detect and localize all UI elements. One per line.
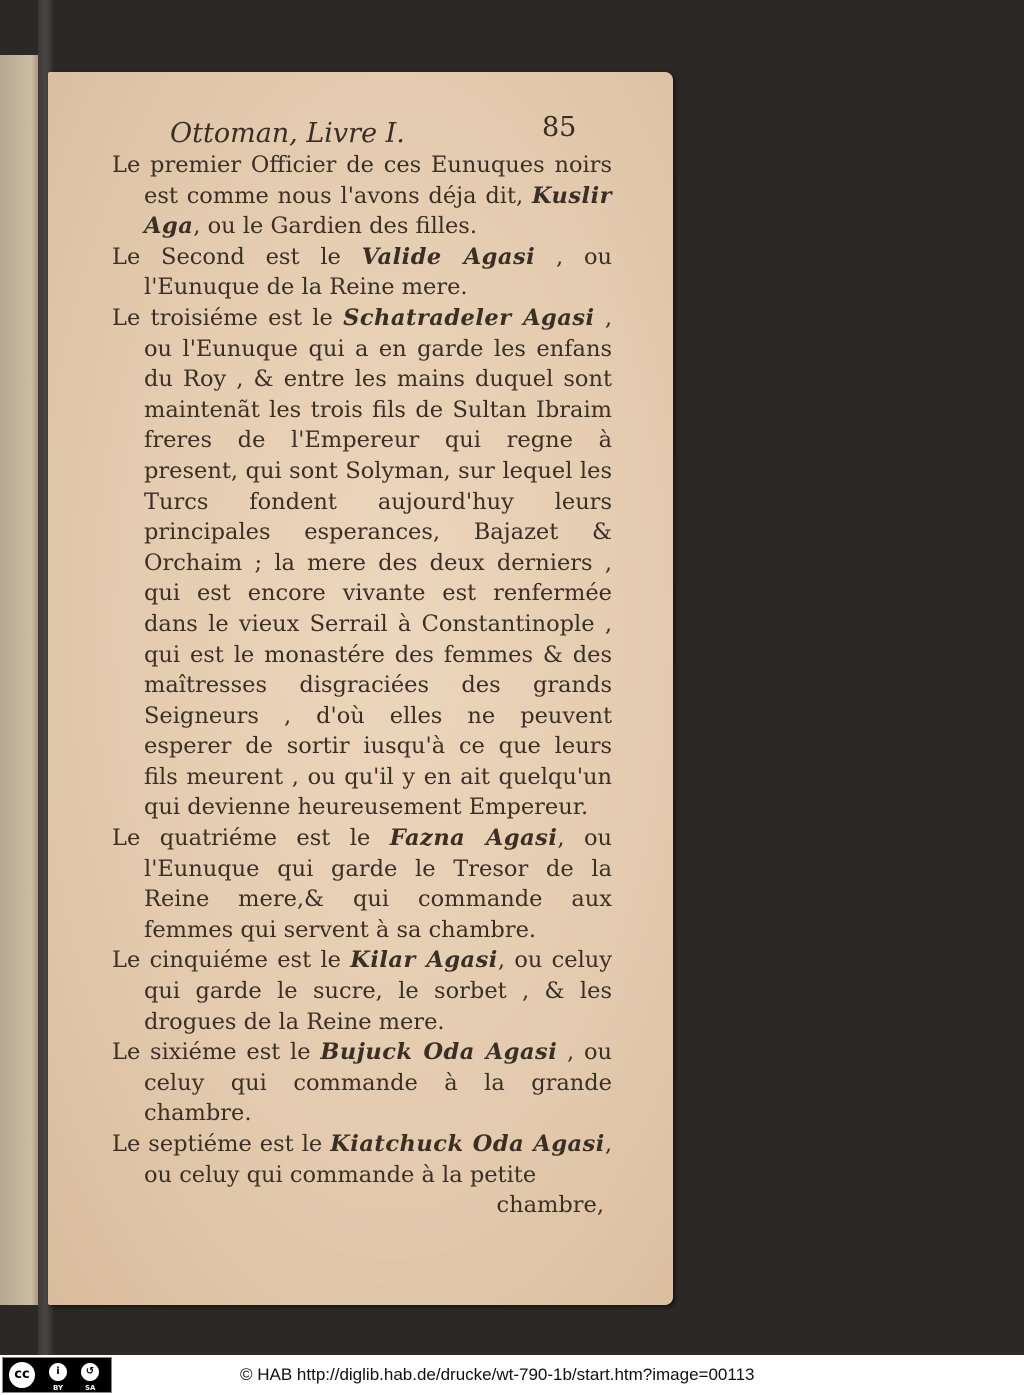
term-schatradeler-agasi: Schatradeler Agasi: [343, 304, 595, 331]
share-alike-icon: ↺: [79, 1361, 101, 1383]
term-fazna-agasi: Fazna Agasi: [389, 825, 558, 852]
by-label: BY: [53, 1384, 64, 1392]
paragraph-5: Le cinquiéme est le Kilar Agasi, ou celuy qui garde le sucre, le sorbet , & les drogues de la Reine mere.: [112, 947, 612, 1035]
sa-label: SA: [85, 1384, 96, 1392]
paragraph-1: Le premier Officier de ces Eunuques noirs est comme nous l'avons déja dit, Kuslir Aga, ou le Gardien des filles.: [112, 152, 612, 240]
cc-icon: cc: [7, 1360, 37, 1390]
text-block: [112, 150, 612, 1221]
term-bujuck-oda-agasi: Bujuck Oda Agasi: [320, 1039, 558, 1066]
running-head: [170, 108, 600, 152]
term-kiatchuck-oda-agasi: Kiatchuck Oda Agasi: [330, 1131, 605, 1157]
term-kilar-agasi: Kilar Agasi: [350, 947, 498, 974]
paragraph-4: Le quatriéme est le Fazna Agasi, ou l'Eunuque qui garde le Tresor de la Reine mere,& qui commande aux femmes qui servent à sa chambre.: [112, 825, 613, 943]
footer-bar: [0, 1355, 1024, 1395]
catch-word: chambre,: [496, 1192, 604, 1219]
cc-license-badge[interactable]: [2, 1357, 112, 1393]
term-valide-agasi: Valide Agasi: [361, 243, 536, 270]
paragraph-3: Le troisiéme est le Schatradeler Agasi , ou l'Eunuque qui a en garde les enfans du Roy , & entre les mains duquel sont maintenãt les trois fils de Sultan Ibraim freres de l'Empereur qui regne à present, qui sont Solyman, sur lequel les Turcs fondent aujourd'huy leurs principales esperances, Bajazet & Orchaim ; la mere des deux derniers , qui est encore vivante est renfermée dans le vieux Serrail à Constantinople , qui est le monastére des femmes & des maîtresses disgraciées des grands Seigneurs , d'où elles ne peuvent esperer de sortir iusqu'à ce que leurs fils meurent , ou qu'il y en ait quelqu'un qui devienne heureusement Empereur.: [112, 304, 612, 821]
running-title: Ottoman, Livre I.: [170, 118, 405, 149]
page-number: 85: [542, 112, 577, 143]
credit-link[interactable]: © HAB http://diglib.hab.de/drucke/wt-790-1b/start.htm?image=00113: [240, 1365, 755, 1384]
attribution-icon: i: [47, 1361, 69, 1383]
paragraph-2: Le Second est le Valide Agasi , ou l'Eunuque de la Reine mere.: [112, 243, 612, 301]
paragraph-6: Le sixiéme est le Bujuck Oda Agasi , ou celuy qui commande à la grande chambre.: [112, 1039, 612, 1127]
paragraph-7: Le septiéme est le Kiatchuck Oda Agasi, ou celuy qui commande à la petite: [112, 1131, 612, 1188]
term-kuslir-aga: Kuslir Aga: [144, 182, 612, 240]
